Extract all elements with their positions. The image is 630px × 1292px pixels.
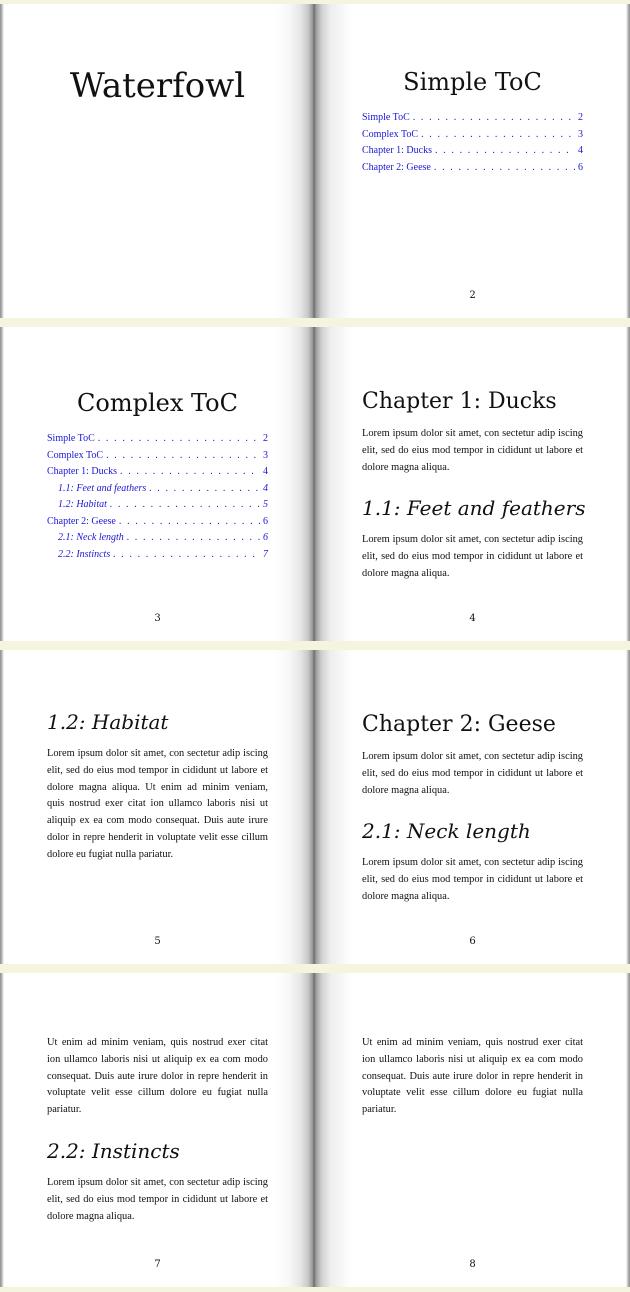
page-number: 4 (469, 613, 476, 624)
toc-leader-dots (413, 110, 575, 127)
toc-entry-page[interactable]: 2 (578, 112, 583, 123)
page-number: 3 (154, 613, 161, 624)
toc-entry[interactable] (47, 431, 268, 448)
body-paragraph: Lorem ipsum dolor sit amet, con sectetur adip iscing elit, sed do eius mod tempor in cididunt ut labore et dolore magna aliqua. (362, 428, 583, 473)
toc-entry-label[interactable]: Simple ToC (362, 112, 410, 123)
toc-entry[interactable] (47, 514, 268, 531)
page-body (362, 389, 586, 603)
page-5 (0, 650, 315, 964)
toc-leader-dots (120, 464, 260, 481)
toc-leader-dots (110, 497, 260, 514)
toc-leader-dots (435, 143, 575, 160)
body-paragraph: Lorem ipsum dolor sit amet, con sectetur adip iscing elit, sed do eius mod tempor in cididunt ut labore et dolore magna aliqua. (362, 751, 583, 796)
page-body (362, 712, 583, 926)
toc-entry-page[interactable]: 7 (263, 548, 268, 560)
page-body (47, 1035, 268, 1245)
toc-entry-page[interactable]: 6 (578, 161, 583, 173)
toc-entry-label[interactable]: Chapter 1: Ducks (47, 466, 117, 477)
page-7 (0, 973, 315, 1287)
toc-leader-dots (119, 514, 260, 531)
toc-leader-dots (127, 530, 260, 547)
toc-entry-label[interactable]: Simple ToC (47, 433, 95, 444)
toc-subentry[interactable] (47, 547, 268, 564)
toc-entry-label[interactable]: 2.2: Instincts (58, 548, 111, 560)
body-paragraph: Lorem ipsum dolor sit amet, con sectetur adip iscing elit, sed do eius mod tempor in cididunt ut labore et dolore magna aliqua. (362, 857, 583, 902)
section-heading: 2.2: Instincts (47, 1138, 180, 1163)
toc-entry-page[interactable]: 4 (578, 145, 583, 156)
book-spread-3 (0, 650, 630, 964)
toc-entry[interactable] (362, 110, 583, 127)
book-spread-2 (0, 327, 630, 641)
page-2 (315, 4, 630, 318)
toc-entry[interactable] (362, 143, 583, 160)
toc-entry-label[interactable]: Chapter 2: Geese (362, 161, 431, 173)
simple-toc (362, 68, 583, 176)
complex-toc (47, 389, 268, 563)
page-4 (315, 327, 630, 641)
toc-entry-page[interactable]: 2 (263, 433, 268, 444)
page-number: 8 (469, 1259, 476, 1270)
body-paragraph: Ut enim ad minim veniam, quis nostrud exer citat ion ullamco laboris nisi ut aliquip ex ea com modo consequat. Duis aute irure dolor in repre henderit in voluptate velit esse cillum dolore eu fugiat nulla pariatur. (362, 1037, 583, 1116)
section-heading: 1.1: Feet and feathers (362, 496, 586, 521)
toc-entry-page[interactable]: 5 (263, 499, 268, 510)
toc-list (362, 110, 583, 176)
toc-list (47, 431, 268, 563)
toc-entry-label[interactable]: Complex ToC (47, 449, 104, 461)
toc-entry-label[interactable]: 1.1: Feet and feathers (58, 482, 147, 494)
toc-heading: Simple ToC (403, 68, 542, 96)
toc-subentry[interactable] (47, 481, 268, 498)
toc-entry-label[interactable]: Chapter 2: Geese (47, 515, 116, 527)
toc-leader-dots (113, 547, 260, 564)
book-spread-1 (0, 4, 630, 318)
toc-entry[interactable] (362, 160, 583, 177)
book-title: Waterfowl (69, 66, 246, 106)
page-8 (315, 973, 630, 1287)
section-heading: 1.2: Habitat (47, 710, 169, 734)
toc-entry-label[interactable]: Complex ToC (362, 128, 419, 140)
toc-entry-label[interactable]: Chapter 1: Ducks (362, 145, 432, 156)
page-number: 7 (154, 1259, 161, 1270)
toc-entry-page[interactable]: 4 (263, 466, 268, 477)
page-6 (315, 650, 630, 964)
toc-leader-dots (98, 431, 260, 448)
page-number: 2 (469, 290, 476, 301)
body-paragraph: Lorem ipsum dolor sit amet, con sectetur adip iscing elit, sed do eius mod tempor in cididunt ut labore et dolore magna aliqua. (362, 534, 583, 579)
toc-entry-page[interactable]: 6 (263, 532, 268, 543)
toc-entry-page[interactable]: 4 (263, 482, 268, 494)
page-title-page (0, 4, 315, 318)
page-number: 5 (154, 936, 161, 947)
toc-entry-page[interactable]: 6 (263, 515, 268, 527)
body-paragraph: Ut enim ad minim veniam, quis nostrud exer citat ion ullamco laboris nisi ut aliquip ex ea com modo consequat. Duis aute irure dolor in repre henderit in voluptate velit esse cillum dolore eu fugiat nulla pariatur. (47, 1037, 268, 1116)
toc-entry[interactable] (47, 448, 268, 465)
toc-entry-label[interactable]: 2.1: Neck length (58, 532, 124, 543)
toc-entry-page[interactable]: 3 (578, 128, 583, 140)
page-number: 6 (469, 936, 476, 947)
toc-leader-dots (149, 481, 260, 498)
body-paragraph: Lorem ipsum dolor sit amet, con sectetur adip iscing elit, sed do eius mod tempor in cididunt ut labore et dolore magna aliqua. Ut enim ad minim veniam, quis nostrud exer citat ion ullamco laboris nisi ut aliquip ex ea com modo consequat. Duis aute irure dolor in repre henderit in voluptate velit esse cillum dolore eu fugiat nulla pariatur. (47, 748, 268, 860)
page-body (47, 710, 268, 884)
toc-leader-dots (106, 448, 260, 465)
toc-leader-dots (421, 127, 575, 144)
chapter-heading: Chapter 2: Geese (362, 712, 556, 737)
chapter-heading: Chapter 1: Ducks (362, 389, 557, 414)
toc-subentry[interactable] (47, 497, 268, 514)
toc-subentry[interactable] (47, 530, 268, 547)
page-3 (0, 327, 315, 641)
toc-entry[interactable] (362, 127, 583, 144)
toc-entry[interactable] (47, 464, 268, 481)
section-heading: 2.1: Neck length (362, 819, 531, 844)
page-body (362, 1035, 583, 1139)
book-spread-4 (0, 973, 630, 1287)
toc-entry-page[interactable]: 3 (263, 449, 268, 461)
toc-leader-dots (434, 160, 575, 177)
body-paragraph: Lorem ipsum dolor sit amet, con sectetur adip iscing elit, sed do eius mod tempor in cididunt ut labore et dolore magna aliqua. (47, 1176, 268, 1222)
toc-entry-label[interactable]: 1.2: Habitat (58, 499, 107, 510)
toc-heading: Complex ToC (77, 389, 238, 417)
